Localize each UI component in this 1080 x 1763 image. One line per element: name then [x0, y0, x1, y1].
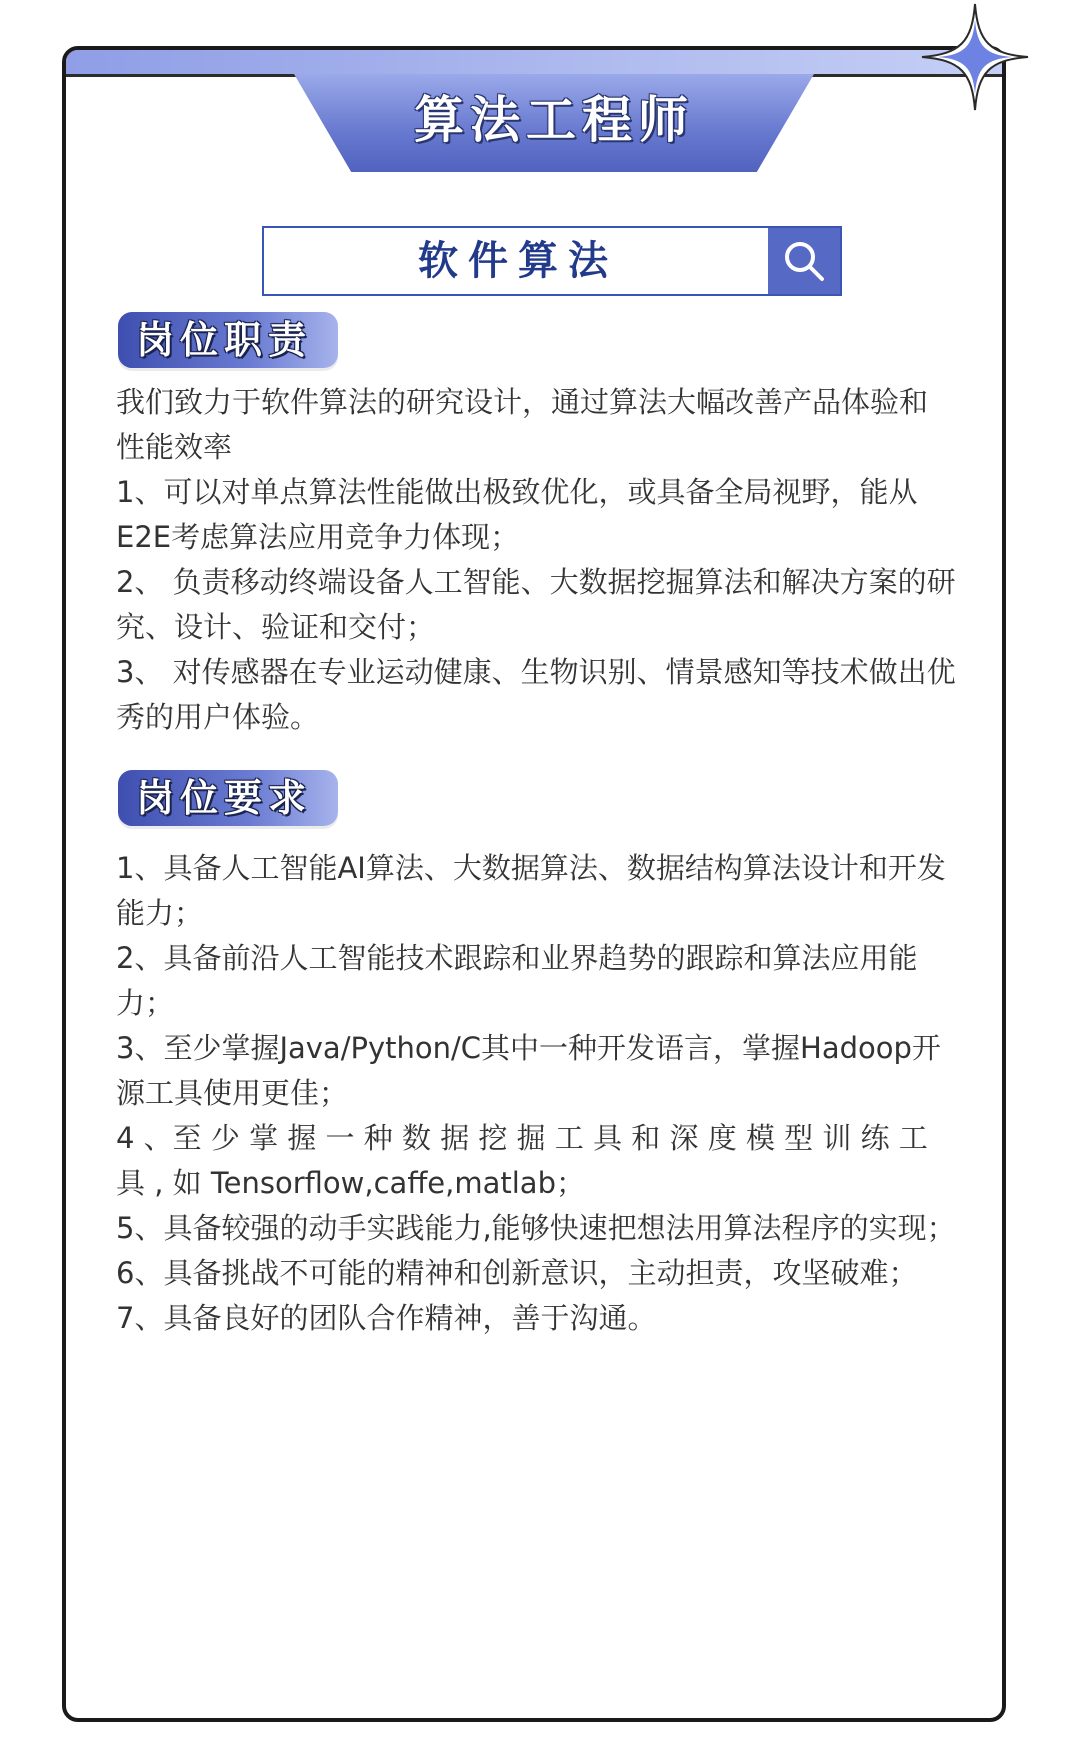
sparkle-star-icon — [920, 2, 1030, 112]
paragraph: 2、具备前沿人工智能技术跟踪和业界趋势的跟踪和算法应用能力； — [116, 941, 918, 1020]
requirements-heading: 岗位要求 — [136, 776, 313, 820]
search-button[interactable] — [768, 228, 840, 294]
paragraph: 5、具备较强的动手实践能力,能够快速把想法用算法程序的实现； — [116, 1211, 956, 1245]
paragraph: 3、 对传感器在专业运动健康、生物识别、情景感知等技术做出优秀的用户体验。 — [116, 655, 956, 734]
search-box[interactable] — [262, 226, 842, 296]
requirements-text — [116, 846, 956, 1341]
responsibilities-heading: 岗位职责 — [136, 318, 313, 362]
page-title: 算法工程师 — [414, 91, 694, 149]
paragraph: 1、具备人工智能AI算法、大数据算法、数据结构算法设计和开发能力； — [116, 851, 946, 930]
search-icon — [781, 238, 827, 284]
job-card — [62, 46, 1006, 1722]
responsibilities-heading-tag — [118, 312, 338, 368]
paragraph: 3、至少掌握Java/Python/C其中一种开发语言，掌握Hadoop开源工具使用更佳； — [116, 1031, 941, 1110]
paragraph: 6、具备挑战不可能的精神和创新意识，主动担责，攻坚破难； — [116, 1256, 918, 1290]
responsibilities-text — [116, 380, 956, 740]
card-header-bar — [66, 50, 1002, 77]
paragraph: 4 、至 少 掌 握 一 种 数 据 挖 掘 工 具 和 深 度 模 型 训 练 工 具 , 如 Tensorflow,caffe,matlab； — [116, 1121, 928, 1200]
paragraph: 7、具备良好的团队合作精神，善于沟通。 — [116, 1301, 657, 1335]
paragraph: 1、可以对单点算法性能做出极致优化，或具备全局视野，能从E2E考虑算法应用竞争力体现； — [116, 475, 918, 554]
search-label: 软件算法 — [418, 238, 618, 284]
paragraph: 2、 负责移动终端设备人工智能、大数据挖掘算法和解决方案的研究、设计、验证和交付； — [116, 565, 956, 644]
requirements-heading-tag — [118, 770, 338, 826]
paragraph: 我们致力于软件算法的研究设计，通过算法大幅改善产品体验和性能效率 — [116, 385, 929, 464]
